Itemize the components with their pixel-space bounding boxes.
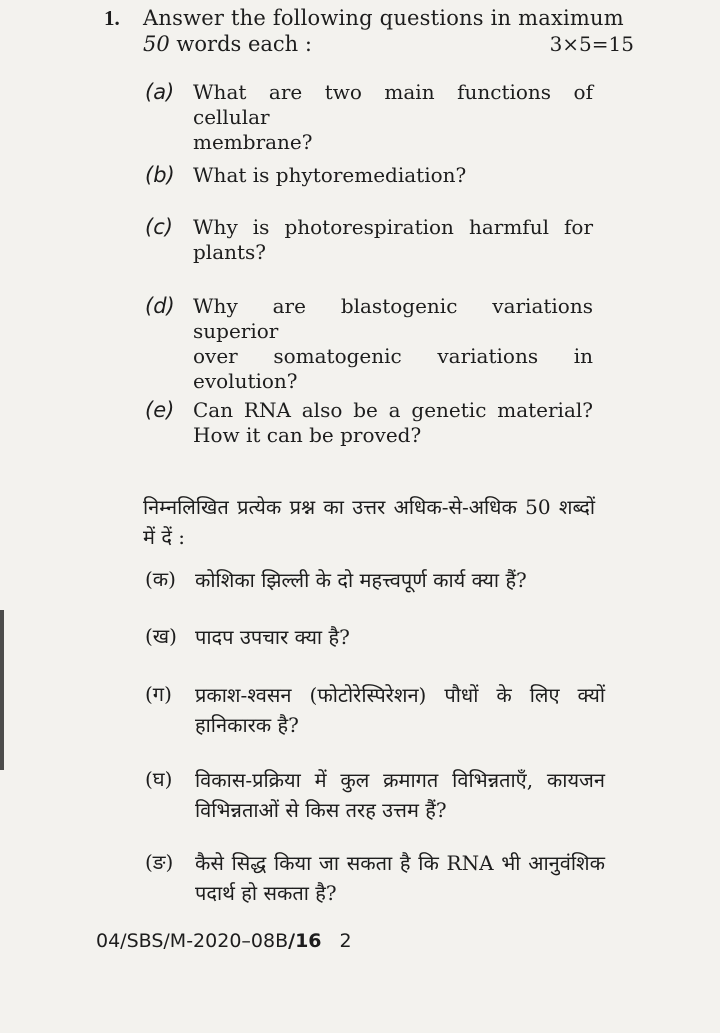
paper-code: 04/SBS/M-2020–08B <box>96 930 289 952</box>
item-text <box>193 163 593 188</box>
item-label: (a) <box>145 80 175 104</box>
item-line: प्रकाश-श्वसन (फोटोरेस्पिरेशन) पौधों के लिए क्यों <box>195 683 605 707</box>
page-number: 2 <box>339 930 352 952</box>
item-label: (क) <box>145 567 176 591</box>
item-text <box>195 848 605 908</box>
paper-set: /16 <box>288 930 322 952</box>
item-label: (e) <box>145 398 175 422</box>
item-line: विकास-प्रक्रिया में कुल क्रमागत विभिन्नताएँ, कायजन <box>195 768 605 792</box>
item-text <box>193 80 593 155</box>
item-text <box>195 765 605 825</box>
item-line: पादप उपचार क्या है? <box>195 625 350 649</box>
question-instruction-line2 <box>143 32 312 56</box>
item-line: कैसे सिद्ध किया जा सकता है कि RNA भी आनुवंशिक <box>195 851 605 875</box>
item-line: plants? <box>193 240 267 264</box>
item-line: Why are blastogenic variations superior <box>193 294 593 343</box>
item-line: What is phytoremediation? <box>193 163 467 187</box>
item-line: Can RNA also be a genetic material? <box>193 398 593 422</box>
item-line: over somatogenic variations in <box>193 344 593 368</box>
item-line: What are two main functions of cellular <box>193 80 593 129</box>
item-line: विभिन्नताओं से किस तरह उत्तम हैं? <box>195 798 447 822</box>
item-line: Why is photorespiration harmful for <box>193 215 593 239</box>
hindi-instruction <box>143 492 595 552</box>
item-text <box>193 294 593 394</box>
page-edge-shadow <box>0 610 4 770</box>
item-line: membrane? <box>193 130 313 154</box>
hindi-instruction-line: में दें : <box>143 525 186 549</box>
item-line: How it can be proved? <box>193 423 422 447</box>
question-number: 1. <box>104 6 120 30</box>
item-line: evolution? <box>193 369 298 393</box>
item-label: (d) <box>145 294 175 318</box>
item-label: (ख) <box>145 624 177 648</box>
question-instruction-line1: Answer the following questions in maximum <box>143 6 624 30</box>
marks-scheme: 3×5=15 <box>549 32 634 56</box>
item-text <box>195 680 605 740</box>
item-label: (ग) <box>145 682 172 706</box>
item-text <box>193 215 593 265</box>
item-line: पदार्थ हो सकता है? <box>195 881 337 905</box>
item-text <box>193 398 593 448</box>
word-limit: 50 <box>143 32 170 56</box>
item-text <box>195 565 605 595</box>
item-label: (b) <box>145 163 175 187</box>
item-line: हानिकारक है? <box>195 713 299 737</box>
item-label: (घ) <box>145 767 173 791</box>
page-footer <box>96 930 352 952</box>
item-line: कोशिका झिल्ली के दो महत्त्वपूर्ण कार्य क्या हैं? <box>195 568 527 592</box>
item-label: (ङ) <box>145 850 174 874</box>
hindi-instruction-line: निम्नलिखित प्रत्येक प्रश्न का उत्तर अधिक-से-अधिक 50 शब्दों <box>143 495 595 519</box>
item-label: (c) <box>145 215 173 239</box>
item-text <box>195 622 605 652</box>
question-instruction-rest: words each : <box>169 32 312 56</box>
